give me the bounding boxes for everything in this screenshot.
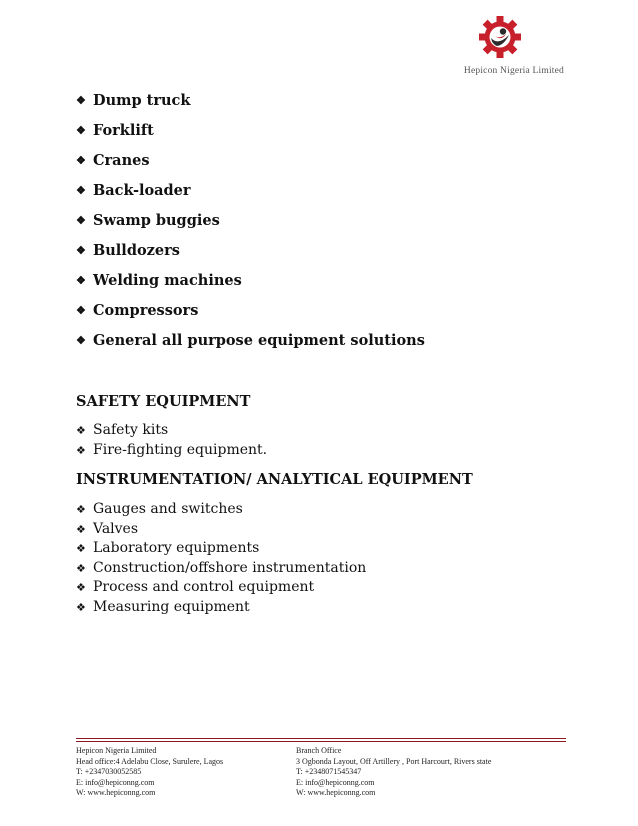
diamond-bullet-icon: ❖ — [76, 244, 86, 257]
list-item: ❖ Gauges and switches — [76, 501, 243, 517]
footer-phone: T: +2347030052585 — [76, 767, 142, 777]
diamond-bullet-icon: ❖ — [76, 334, 86, 347]
list-item: ❖ Valves — [76, 520, 139, 537]
list-item: ❖ General all purpose equipment solutions — [76, 330, 425, 360]
diamond-bullet-icon: ❖ — [76, 214, 86, 227]
diamond-bullet-icon: ❖ — [76, 124, 86, 137]
instrumentation-heading: INSTRUMENTATION/ ANALYTICAL EQUIPMENT — [76, 471, 473, 488]
footer-company-name: Hepicon Nigeria Limited — [76, 746, 157, 755]
list-item: ❖ Welding machines — [76, 270, 425, 300]
list-item: ❖ Forklift — [76, 120, 425, 150]
list-item: ❖ Bulldozers — [76, 240, 425, 270]
list-item: ❖ Safety kits — [76, 422, 169, 438]
diamond-bullet-icon: ❖ — [76, 184, 86, 197]
diamond-bullet-icon: ❖ — [76, 94, 86, 107]
footer-divider — [76, 741, 566, 742]
safety-list — [76, 421, 267, 460]
footer-website: W: www.hepiconng.com — [76, 788, 156, 798]
diamond-bullet-icon: ❖ — [76, 304, 86, 317]
diamond-bullet-icon: ❖ — [76, 542, 86, 555]
diamond-bullet-icon: ❖ — [76, 581, 86, 594]
list-item: ❖ Swamp buggies — [76, 210, 425, 240]
list-item: ❖ Construction/offshore instrumentation — [76, 559, 367, 576]
diamond-bullet-icon: ❖ — [76, 443, 86, 457]
instrumentation-list — [76, 500, 366, 617]
list-item: ❖ Dump truck — [76, 90, 425, 120]
footer-head-office — [76, 746, 223, 799]
footer-branch-address: 3 Ogbonda Layout, Off Artillery , Port Harcourt, Rivers state — [296, 756, 492, 766]
list-item: ❖ Cranes — [76, 150, 425, 180]
equipment-list — [76, 90, 425, 360]
footer-address: Head office:4 Adelabu Close, Surulere, Lagos — [76, 756, 224, 766]
diamond-bullet-icon: ❖ — [76, 600, 86, 614]
header-company-name: Hepicon Nigeria Limited — [463, 66, 564, 76]
footer-branch-website: W: www.hepiconng.com — [296, 788, 376, 798]
list-item: ❖ Back-loader — [76, 180, 425, 210]
list-item: ❖ Measuring equipment — [76, 598, 250, 615]
diamond-bullet-icon: ❖ — [76, 522, 86, 536]
safety-heading: SAFETY EQUIPMENT — [76, 393, 251, 410]
diamond-bullet-icon: ❖ — [76, 154, 86, 167]
diamond-bullet-icon: ❖ — [76, 561, 86, 575]
footer-branch-title: Branch Office — [296, 746, 342, 755]
list-item: ❖ Fire-fighting equipment. — [76, 441, 268, 458]
hepicon-gear-logo-icon — [478, 15, 522, 59]
list-item: ❖ Laboratory equipments — [76, 540, 260, 556]
list-item: ❖ Compressors — [76, 300, 425, 330]
diamond-bullet-icon: ❖ — [76, 274, 86, 287]
footer-branch-phone: T: +2348071545347 — [296, 767, 362, 777]
list-item: ❖ Process and control equipment — [76, 579, 315, 595]
diamond-bullet-icon: ❖ — [76, 424, 86, 437]
diamond-bullet-icon: ❖ — [76, 503, 86, 516]
footer-email: E: info@hepiconng.com — [76, 777, 155, 787]
footer-branch-email: E: info@hepiconng.com — [296, 777, 375, 787]
footer-divider — [76, 738, 566, 739]
footer-branch-office — [296, 746, 491, 799]
